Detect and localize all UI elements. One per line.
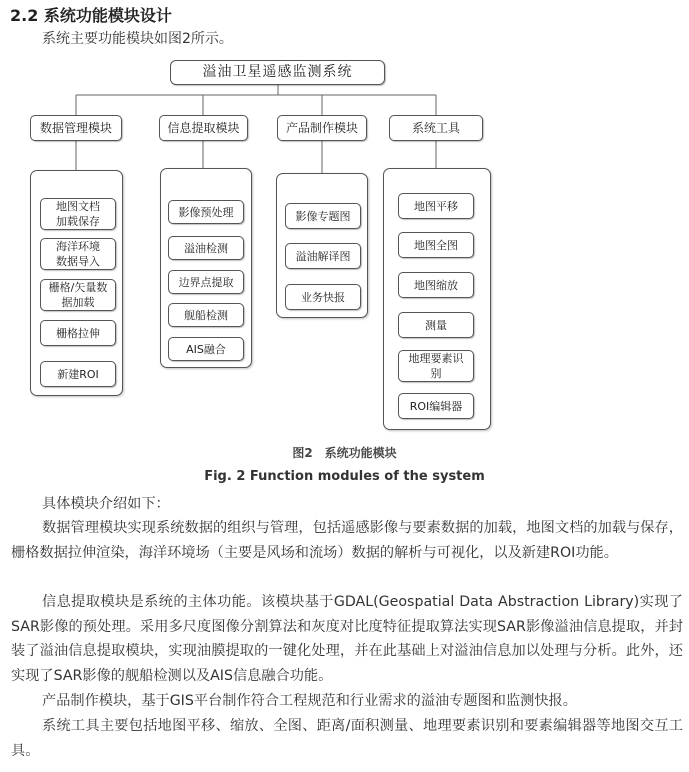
figure-caption-en: Fig. 2 Function modules of the system	[204, 469, 485, 484]
item-ship-detect: 舰船检测	[168, 303, 244, 327]
item-raster-vector: 栅格/矢量数 据加载	[40, 279, 116, 311]
item-roi-editor: ROI编辑器	[398, 393, 474, 419]
item-pan: 地图平移	[398, 193, 474, 219]
item-ais-fusion: AIS融合	[168, 337, 244, 361]
category-product-making: 产品制作模块	[277, 115, 367, 141]
category-info-extraction: 信息提取模块	[159, 115, 248, 141]
item-oil-detect: 溢油检测	[168, 236, 244, 260]
paragraph-data-management: 数据管理模块实现系统数据的组织与管理，包括遥感影像与要素数据的加载，地图文档的加载与保存，栅格数据拉伸渲染，海洋环境场（主要是风场和流场）数据的解析与可视化，以及新建ROI功能。	[11, 520, 683, 561]
category-system-tools: 系统工具	[389, 115, 483, 141]
item-bulletin: 业务快报	[285, 284, 361, 310]
paragraph-info-extraction: 信息提取模块是系统的主体功能。该模块基于GDAL(Geospatial Data Abstraction Library)实现了SAR影像的预处理。采用多尺度图像分割算法和灰度对比度特征提取算法实现SAR影像溢油信息提取，并封装了溢油信息提取模块，实现油膜提取的一键化处理，并在此基础上对溢油信息加以处理与分析。此外，还实现了SAR影像的舰船检测以及AIS信息融合功能。	[11, 594, 683, 684]
item-full-extent: 地图全图	[398, 232, 474, 258]
section-intro: 系统主要功能模块如图2所示。	[42, 31, 233, 47]
item-preprocess: 影像预处理	[168, 200, 244, 224]
paragraph-system-tools: 系统工具主要包括地图平移、缩放、全图、距离/面积测量、地理要素识别和要素编辑器等地图交互工具。	[11, 718, 683, 759]
figure-caption-cn: 图2 系统功能模块	[292, 446, 397, 460]
item-interpret-map: 溢油解译图	[285, 243, 361, 269]
item-ocean-env: 海洋环境 数据导入	[40, 238, 116, 270]
item-zoom: 地图缩放	[398, 272, 474, 298]
paragraph-product-making: 产品制作模块，基于GIS平台制作符合工程规范和行业需求的溢油专题图和监测快报。	[42, 693, 577, 709]
root-node: 溢油卫星遥感监测系统	[170, 60, 385, 85]
paragraph-intro: 具体模块介绍如下：	[42, 496, 170, 512]
item-raster-stretch: 栅格拉伸	[40, 320, 116, 346]
item-thematic-map: 影像专题图	[285, 203, 361, 229]
item-new-roi: 新建ROI	[40, 361, 116, 387]
item-feature-identify: 地理要素识 别	[398, 350, 474, 382]
category-data-management: 数据管理模块	[30, 115, 122, 141]
item-measure: 测量	[398, 312, 474, 338]
item-map-doc: 地图文档 加载保存	[40, 198, 116, 230]
section-heading: 2.2 系统功能模块设计	[10, 6, 172, 25]
item-boundary: 边界点提取	[168, 270, 244, 294]
